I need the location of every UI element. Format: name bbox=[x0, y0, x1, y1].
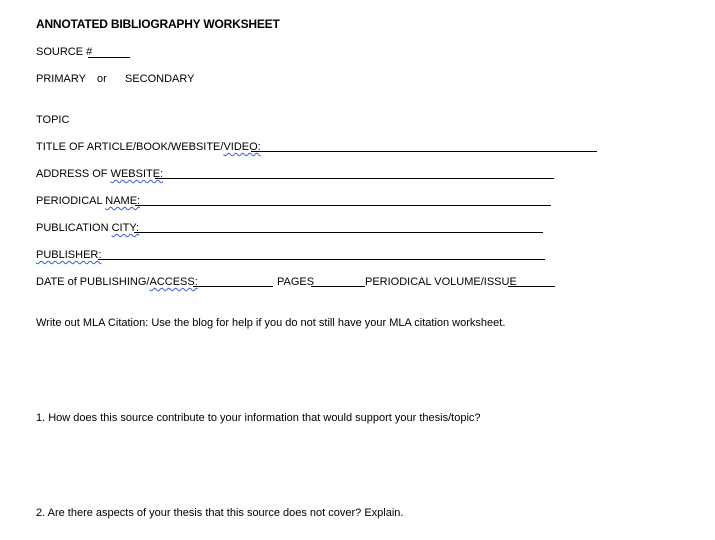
title-field-blank[interactable] bbox=[251, 151, 597, 152]
publication-city-label-spellcheck: CITY: bbox=[111, 222, 140, 234]
periodical-volume-blank[interactable] bbox=[508, 286, 555, 287]
secondary-option[interactable]: SECONDARY bbox=[125, 73, 195, 85]
publication-city-label-text: PUBLICATION bbox=[36, 222, 112, 234]
date-label bbox=[36, 276, 198, 289]
source-number-label: SOURCE # bbox=[36, 46, 93, 58]
topic-label: TOPIC bbox=[36, 114, 70, 126]
title-field-label bbox=[36, 141, 261, 154]
question-2: 2. Are there aspects of your thesis that this source does not cover? Explain. bbox=[36, 507, 404, 519]
pages-blank[interactable] bbox=[311, 286, 365, 287]
primary-option[interactable]: PRIMARY bbox=[36, 73, 86, 85]
date-label-text: DATE of PUBLISHING/ bbox=[36, 276, 150, 288]
periodical-name-blank[interactable] bbox=[135, 205, 551, 206]
or-label: or bbox=[97, 73, 107, 85]
periodical-name-label-spellcheck: NAME: bbox=[105, 195, 141, 207]
website-address-label bbox=[36, 168, 163, 181]
title-field-label-text: TITLE OF ARTICLE/BOOK/WEBSITE/ bbox=[36, 141, 224, 153]
periodical-volume-label: PERIODICAL VOLUME/ISSUE bbox=[365, 276, 517, 288]
pages-label: PAGES bbox=[277, 276, 315, 288]
publisher-label-spellcheck: PUBLISHER: bbox=[36, 249, 102, 261]
website-address-label-text: ADDRESS OF bbox=[36, 168, 111, 180]
publisher-blank[interactable] bbox=[98, 259, 545, 260]
periodical-name-label-text: PERIODICAL bbox=[36, 195, 106, 207]
website-address-blank[interactable] bbox=[155, 178, 554, 179]
question-1: 1. How does this source contribute to your information that would support your thesis/topic? bbox=[36, 412, 481, 424]
publication-city-label bbox=[36, 222, 139, 235]
date-blank[interactable] bbox=[193, 286, 273, 287]
publication-city-blank[interactable] bbox=[134, 232, 543, 233]
source-number-blank[interactable] bbox=[88, 57, 130, 58]
worksheet-title: ANNOTATED BIBLIOGRAPHY WORKSHEET bbox=[36, 17, 280, 31]
mla-citation-instruction: Write out MLA Citation: Use the blog for help if you do not still have your MLA citation worksheet. bbox=[36, 317, 506, 329]
website-address-label-spellcheck: WEBSITE: bbox=[110, 168, 164, 180]
title-field-label-spellcheck: VIDEO: bbox=[223, 141, 261, 153]
publisher-label bbox=[36, 249, 101, 262]
date-label-spellcheck: ACCESS: bbox=[149, 276, 198, 288]
periodical-name-label bbox=[36, 195, 140, 208]
